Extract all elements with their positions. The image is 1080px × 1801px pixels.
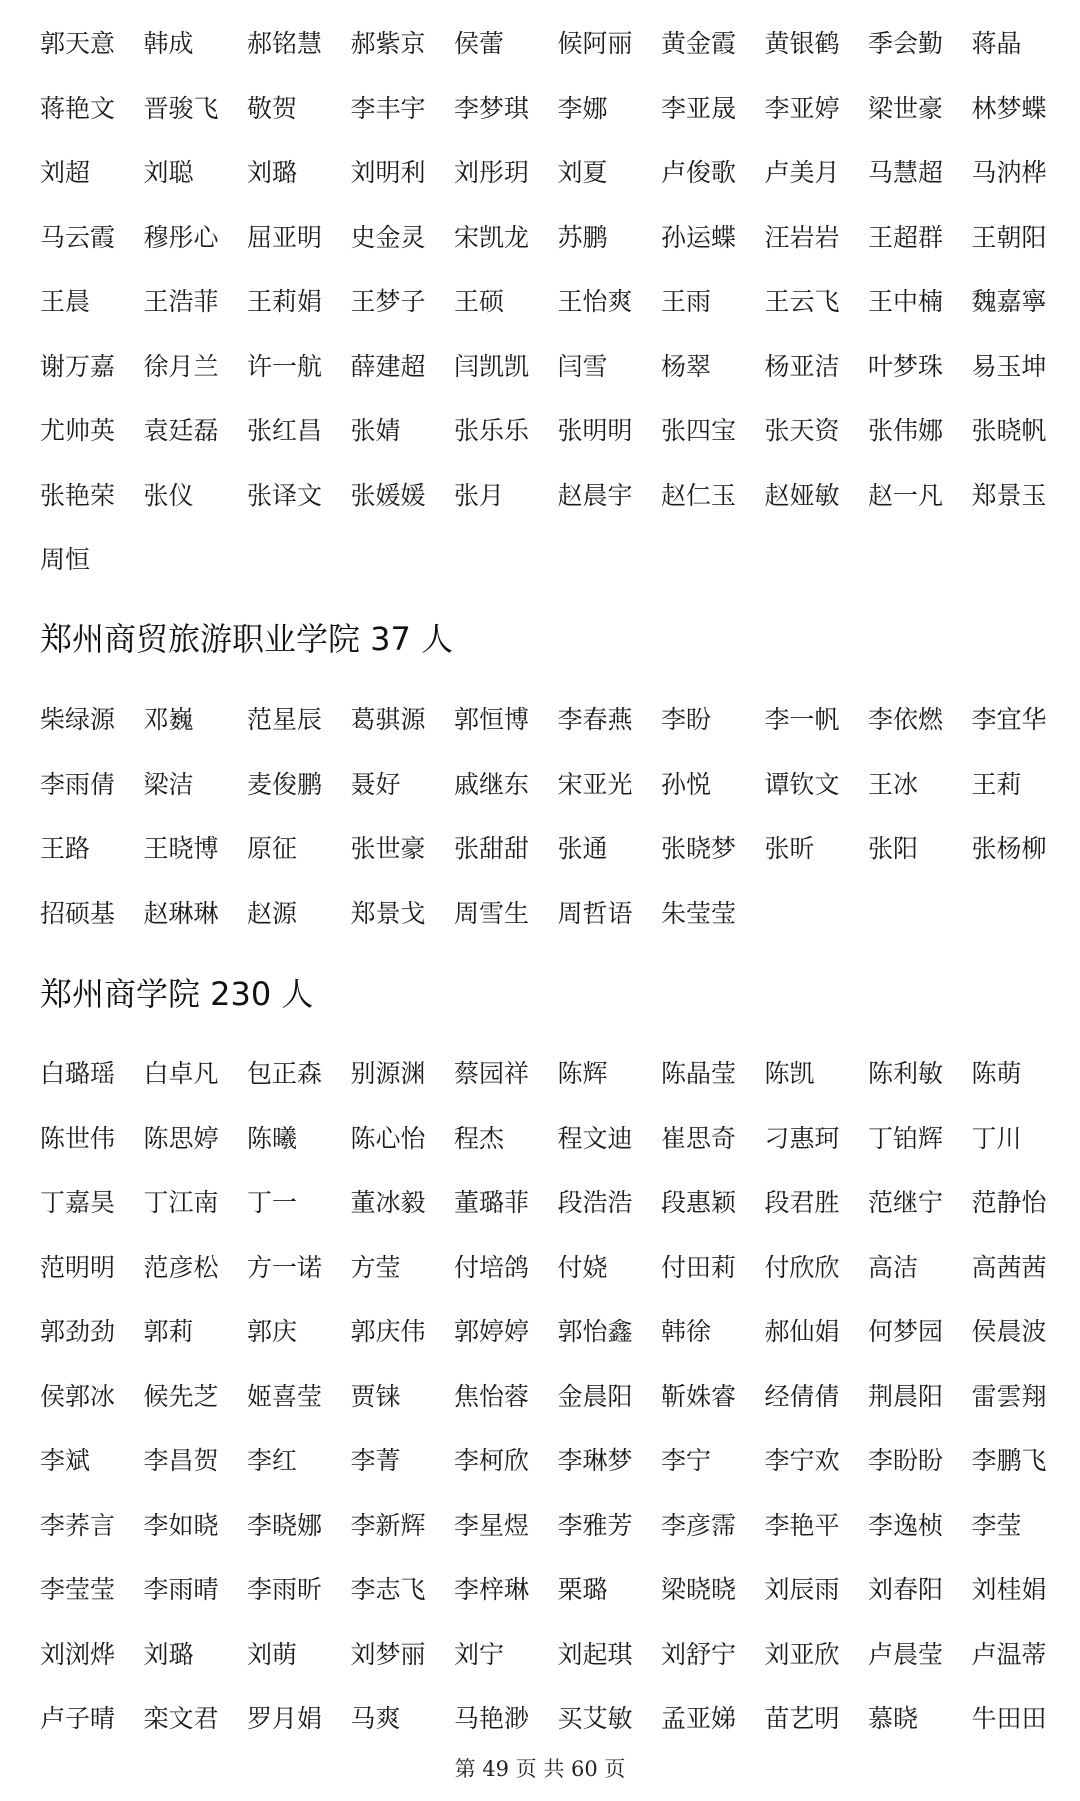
name-entry: 刘亚欣 xyxy=(764,1639,840,1669)
name-entry: 魏嘉寧 xyxy=(971,287,1047,317)
name-entry: 李梓琳 xyxy=(454,1575,530,1605)
name-entry: 靳姝睿 xyxy=(661,1381,737,1411)
name-entry: 李莹莹 xyxy=(40,1575,116,1605)
name-entry: 刘夏 xyxy=(557,158,608,188)
name-entry: 赵晨宇 xyxy=(557,480,633,510)
name-entry: 张红昌 xyxy=(247,416,323,446)
name-entry: 李雨晴 xyxy=(143,1575,219,1605)
name-entry: 李如晓 xyxy=(143,1510,219,1540)
name-entry: 范明明 xyxy=(40,1252,116,1282)
name-entry: 付欣欣 xyxy=(764,1252,840,1282)
name-entry: 张伟娜 xyxy=(868,416,944,446)
name-entry: 马爽 xyxy=(350,1704,401,1734)
name-entry: 梁洁 xyxy=(143,769,194,799)
name-entry: 郭劲劲 xyxy=(40,1317,116,1347)
name-entry: 刘舒宁 xyxy=(661,1639,737,1669)
name-entry: 张晓梦 xyxy=(661,834,737,864)
name-entry: 李琳梦 xyxy=(557,1446,633,1476)
name-entry: 李斌 xyxy=(40,1446,91,1476)
name-entry: 王冰 xyxy=(868,769,919,799)
name-entry: 杨亚洁 xyxy=(764,351,840,381)
name-entry: 屈亚明 xyxy=(247,222,323,252)
name-entry: 孙悦 xyxy=(661,769,712,799)
name-entry: 晋骏飞 xyxy=(143,93,219,123)
name-entry: 李菁 xyxy=(350,1446,401,1476)
name-entry: 郭天意 xyxy=(40,29,116,59)
name-entry: 郭莉 xyxy=(143,1317,194,1347)
name-entry: 郝紫京 xyxy=(350,29,426,59)
name-entry: 韩成 xyxy=(143,29,194,59)
name-entry: 卢美月 xyxy=(764,158,840,188)
name-entry: 候先芝 xyxy=(143,1381,219,1411)
name-entry: 朱莹莹 xyxy=(661,898,737,928)
name-entry: 李盼盼 xyxy=(868,1446,944,1476)
name-entry: 郑景戈 xyxy=(350,898,426,928)
name-entry: 孟亚娣 xyxy=(661,1704,737,1734)
name-entry: 徐月兰 xyxy=(143,351,219,381)
name-entry: 陈辉 xyxy=(557,1059,608,1089)
name-entry: 刘宁 xyxy=(454,1639,505,1669)
name-entry: 王晨 xyxy=(40,287,91,317)
name-entry: 侯郭冰 xyxy=(40,1381,116,1411)
name-entry: 周哲语 xyxy=(557,898,633,928)
name-entry: 王硕 xyxy=(454,287,505,317)
name-entry: 李红 xyxy=(247,1446,298,1476)
name-entry: 张媛媛 xyxy=(350,480,426,510)
name-entry: 李昌贺 xyxy=(143,1446,219,1476)
name-entry: 范静怡 xyxy=(971,1188,1047,1218)
name-entry: 赵仁玉 xyxy=(661,480,737,510)
name-entry: 李宁 xyxy=(661,1446,712,1476)
name-entry: 卢俊歌 xyxy=(661,158,737,188)
name-entry: 闫雪 xyxy=(557,351,608,381)
name-entry: 李盼 xyxy=(661,705,712,735)
name-entry: 卢晨莹 xyxy=(868,1639,944,1669)
name-entry: 马慧超 xyxy=(868,158,944,188)
name-entry: 李宜华 xyxy=(971,705,1047,735)
name-entry: 邓巍 xyxy=(143,705,194,735)
name-entry: 梁晓晓 xyxy=(661,1575,737,1605)
name-entry: 叶梦珠 xyxy=(868,351,944,381)
name-entry: 贾铼 xyxy=(350,1381,401,1411)
name-entry: 李星煜 xyxy=(454,1510,530,1540)
name-entry: 罗月娟 xyxy=(247,1704,323,1734)
name-entry: 葛骐源 xyxy=(350,705,426,735)
name-entry: 王晓博 xyxy=(143,834,219,864)
name-entry: 闫凯凯 xyxy=(454,351,530,381)
name-entry: 李娜 xyxy=(557,93,608,123)
name-entry: 白璐瑶 xyxy=(40,1059,116,1089)
name-entry: 张通 xyxy=(557,834,608,864)
name-entry: 丁川 xyxy=(971,1123,1022,1153)
name-entry: 李雨倩 xyxy=(40,769,116,799)
name-entry: 陈萌 xyxy=(971,1059,1022,1089)
name-entry: 高洁 xyxy=(868,1252,919,1282)
name-entry: 王超群 xyxy=(868,222,944,252)
name-entry: 张月 xyxy=(454,480,505,510)
name-entry: 招硕基 xyxy=(40,898,116,928)
name-entry: 易玉坤 xyxy=(971,351,1047,381)
name-entry: 张昕 xyxy=(764,834,815,864)
name-entry: 李柯欣 xyxy=(454,1446,530,1476)
name-entry: 王路 xyxy=(40,834,91,864)
name-entry: 郝仙娟 xyxy=(764,1317,840,1347)
name-entry: 李雅芳 xyxy=(557,1510,633,1540)
name-entry: 白卓凡 xyxy=(143,1059,219,1089)
name-entry: 宋凯龙 xyxy=(454,222,530,252)
name-entry: 林梦蝶 xyxy=(971,93,1047,123)
name-entry: 张阳 xyxy=(868,834,919,864)
name-entry: 雷雲翔 xyxy=(971,1381,1047,1411)
name-entry: 郑景玉 xyxy=(971,480,1047,510)
name-entry: 陈曦 xyxy=(247,1123,298,1153)
name-entry: 刘辰雨 xyxy=(764,1575,840,1605)
name-entry: 范继宁 xyxy=(868,1188,944,1218)
name-entry: 史金灵 xyxy=(350,222,426,252)
name-entry: 王莉娟 xyxy=(247,287,323,317)
name-entry: 黄金霞 xyxy=(661,29,737,59)
name-entry: 谢万嘉 xyxy=(40,351,116,381)
name-entry: 丁一 xyxy=(247,1188,298,1218)
name-entry: 丁铂辉 xyxy=(868,1123,944,1153)
name-entry: 李彦霈 xyxy=(661,1510,737,1540)
name-entry: 包正森 xyxy=(247,1059,323,1089)
name-entry: 蔡园祥 xyxy=(454,1059,530,1089)
name-entry: 付娆 xyxy=(557,1252,608,1282)
name-entry: 李雨昕 xyxy=(247,1575,323,1605)
name-entry: 郭庆 xyxy=(247,1317,298,1347)
name-entry: 郭婷婷 xyxy=(454,1317,530,1347)
name-entry: 刘超 xyxy=(40,158,91,188)
name-entry: 张世豪 xyxy=(350,834,426,864)
name-entry: 何梦园 xyxy=(868,1317,944,1347)
name-entry: 范星辰 xyxy=(247,705,323,735)
name-entry: 袁廷磊 xyxy=(143,416,219,446)
name-entry: 张艳荣 xyxy=(40,480,116,510)
name-entry: 高茜茜 xyxy=(971,1252,1047,1282)
name-entry: 张乐乐 xyxy=(454,416,530,446)
name-entry: 陈心怡 xyxy=(350,1123,426,1153)
name-entry: 王雨 xyxy=(661,287,712,317)
name-entry: 赵琳琳 xyxy=(143,898,219,928)
name-entry: 王中楠 xyxy=(868,287,944,317)
name-entry: 苗艺明 xyxy=(764,1704,840,1734)
name-entry: 王云飞 xyxy=(764,287,840,317)
name-entry: 柴绿源 xyxy=(40,705,116,735)
name-entry: 李艳平 xyxy=(764,1510,840,1540)
name-entry: 牛田田 xyxy=(971,1704,1047,1734)
name-entry: 郭庆伟 xyxy=(350,1317,426,1347)
name-entry: 张译文 xyxy=(247,480,323,510)
name-entry: 黄银鹤 xyxy=(764,29,840,59)
name-entry: 季会勤 xyxy=(868,29,944,59)
name-entry: 孙运蝶 xyxy=(661,222,737,252)
name-entry: 李鹏飞 xyxy=(971,1446,1047,1476)
name-entry: 候阿丽 xyxy=(557,29,633,59)
name-entry: 赵源 xyxy=(247,898,298,928)
name-entry: 张晓帆 xyxy=(971,416,1047,446)
name-entry: 买艾敏 xyxy=(557,1704,633,1734)
name-entry: 麦俊鹏 xyxy=(247,769,323,799)
name-entry: 蒋艳文 xyxy=(40,93,116,123)
name-entry: 杨翠 xyxy=(661,351,712,381)
name-entry: 王浩菲 xyxy=(143,287,219,317)
name-entry: 刘浏烨 xyxy=(40,1639,116,1669)
name-entry: 汪岩岩 xyxy=(764,222,840,252)
name-entry: 陈利敏 xyxy=(868,1059,944,1089)
name-entry: 周恒 xyxy=(40,545,91,575)
name-entry: 刘桂娟 xyxy=(971,1575,1047,1605)
name-entry: 薛建超 xyxy=(350,351,426,381)
name-entry: 张天资 xyxy=(764,416,840,446)
name-entry: 段君胜 xyxy=(764,1188,840,1218)
name-entry: 蒋晶 xyxy=(971,29,1022,59)
name-entry: 张明明 xyxy=(557,416,633,446)
name-entry: 侯晨波 xyxy=(971,1317,1047,1347)
name-entry: 程文迪 xyxy=(557,1123,633,1153)
name-entry: 李依燃 xyxy=(868,705,944,735)
name-entry: 付田莉 xyxy=(661,1252,737,1282)
name-entry: 卢子晴 xyxy=(40,1704,116,1734)
name-entry: 李丰宇 xyxy=(350,93,426,123)
name-entry: 苏鹏 xyxy=(557,222,608,252)
name-entry: 许一航 xyxy=(247,351,323,381)
name-entry: 别源渊 xyxy=(350,1059,426,1089)
name-entry: 李晓娜 xyxy=(247,1510,323,1540)
name-entry: 李逸桢 xyxy=(868,1510,944,1540)
name-entry: 付培鸽 xyxy=(454,1252,530,1282)
name-entry: 程杰 xyxy=(454,1123,505,1153)
name-list-continued xyxy=(40,12,1050,593)
name-entry: 宋亚光 xyxy=(557,769,633,799)
name-entry: 王梦子 xyxy=(350,287,426,317)
name-entry: 焦怡蓉 xyxy=(454,1381,530,1411)
section-heading-shangxueyuan: 郑州商学院 230 人 xyxy=(40,975,314,1013)
name-entry: 李荞言 xyxy=(40,1510,116,1540)
name-entry: 赵一凡 xyxy=(868,480,944,510)
name-entry: 丁嘉昊 xyxy=(40,1188,116,1218)
name-entry: 刁惠珂 xyxy=(764,1123,840,1153)
name-entry: 栗璐 xyxy=(557,1575,608,1605)
name-entry: 张四宝 xyxy=(661,416,737,446)
name-entry: 敬贺 xyxy=(247,93,298,123)
name-entry: 郭恒博 xyxy=(454,705,530,735)
name-entry: 原征 xyxy=(247,834,298,864)
name-entry: 李新辉 xyxy=(350,1510,426,1540)
name-entry: 陈思婷 xyxy=(143,1123,219,1153)
name-entry: 经倩倩 xyxy=(764,1381,840,1411)
name-entry: 段浩浩 xyxy=(557,1188,633,1218)
name-entry: 韩徐 xyxy=(661,1317,712,1347)
name-entry: 王莉 xyxy=(971,769,1022,799)
name-entry: 穆彤心 xyxy=(143,222,219,252)
name-entry: 栾文君 xyxy=(143,1704,219,1734)
name-entry: 刘春阳 xyxy=(868,1575,944,1605)
name-entry: 刘起琪 xyxy=(557,1639,633,1669)
name-entry: 戚继东 xyxy=(454,769,530,799)
name-entry: 荆晨阳 xyxy=(868,1381,944,1411)
name-entry: 董冰毅 xyxy=(350,1188,426,1218)
name-entry: 侯蕾 xyxy=(454,29,505,59)
name-entry: 聂好 xyxy=(350,769,401,799)
name-entry: 谭钦文 xyxy=(764,769,840,799)
name-entry: 刘彤玥 xyxy=(454,158,530,188)
name-entry: 刘梦丽 xyxy=(350,1639,426,1669)
name-entry: 刘明利 xyxy=(350,158,426,188)
name-entry: 张仪 xyxy=(143,480,194,510)
name-entry: 陈晶莹 xyxy=(661,1059,737,1089)
name-entry: 李梦琪 xyxy=(454,93,530,123)
name-entry: 方莹 xyxy=(350,1252,401,1282)
name-entry: 马汭桦 xyxy=(971,158,1047,188)
name-list-shangmao-lvyou xyxy=(40,688,1050,946)
name-entry: 陈凯 xyxy=(764,1059,815,1089)
name-entry: 王朝阳 xyxy=(971,222,1047,252)
section-heading-shangmao-lvyou: 郑州商贸旅游职业学院 37 人 xyxy=(40,620,454,658)
name-entry: 刘璐 xyxy=(143,1639,194,1669)
name-entry: 方一诺 xyxy=(247,1252,323,1282)
name-entry: 马艳渺 xyxy=(454,1704,530,1734)
name-entry: 张甜甜 xyxy=(454,834,530,864)
name-entry: 范彦松 xyxy=(143,1252,219,1282)
name-entry: 郭怡鑫 xyxy=(557,1317,633,1347)
name-entry: 张杨柳 xyxy=(971,834,1047,864)
name-entry: 崔思奇 xyxy=(661,1123,737,1153)
name-entry: 卢温蒂 xyxy=(971,1639,1047,1669)
name-entry: 陈世伟 xyxy=(40,1123,116,1153)
name-entry: 丁江南 xyxy=(143,1188,219,1218)
name-entry: 尤帅英 xyxy=(40,416,116,446)
name-entry: 刘萌 xyxy=(247,1639,298,1669)
name-entry: 姬喜莹 xyxy=(247,1381,323,1411)
name-entry: 刘璐 xyxy=(247,158,298,188)
name-entry: 李宁欢 xyxy=(764,1446,840,1476)
name-entry: 李亚晟 xyxy=(661,93,737,123)
name-entry: 段惠颖 xyxy=(661,1188,737,1218)
name-list-shangxueyuan xyxy=(40,1042,1050,1752)
name-entry: 周雪生 xyxy=(454,898,530,928)
name-entry: 李亚婷 xyxy=(764,93,840,123)
name-entry: 赵娅敏 xyxy=(764,480,840,510)
name-entry: 金晨阳 xyxy=(557,1381,633,1411)
name-entry: 郝铭慧 xyxy=(247,29,323,59)
page-footer: 第 49 页 共 60 页 xyxy=(454,1757,626,1781)
name-entry: 李志飞 xyxy=(350,1575,426,1605)
name-entry: 董璐菲 xyxy=(454,1188,530,1218)
name-entry: 马云霞 xyxy=(40,222,116,252)
name-entry: 慕晓 xyxy=(868,1704,919,1734)
name-entry: 梁世豪 xyxy=(868,93,944,123)
name-entry: 王怡爽 xyxy=(557,287,633,317)
name-entry: 李春燕 xyxy=(557,705,633,735)
name-entry: 李一帆 xyxy=(764,705,840,735)
name-entry: 张婧 xyxy=(350,416,401,446)
name-entry: 李莹 xyxy=(971,1510,1022,1540)
name-entry: 刘聪 xyxy=(143,158,194,188)
